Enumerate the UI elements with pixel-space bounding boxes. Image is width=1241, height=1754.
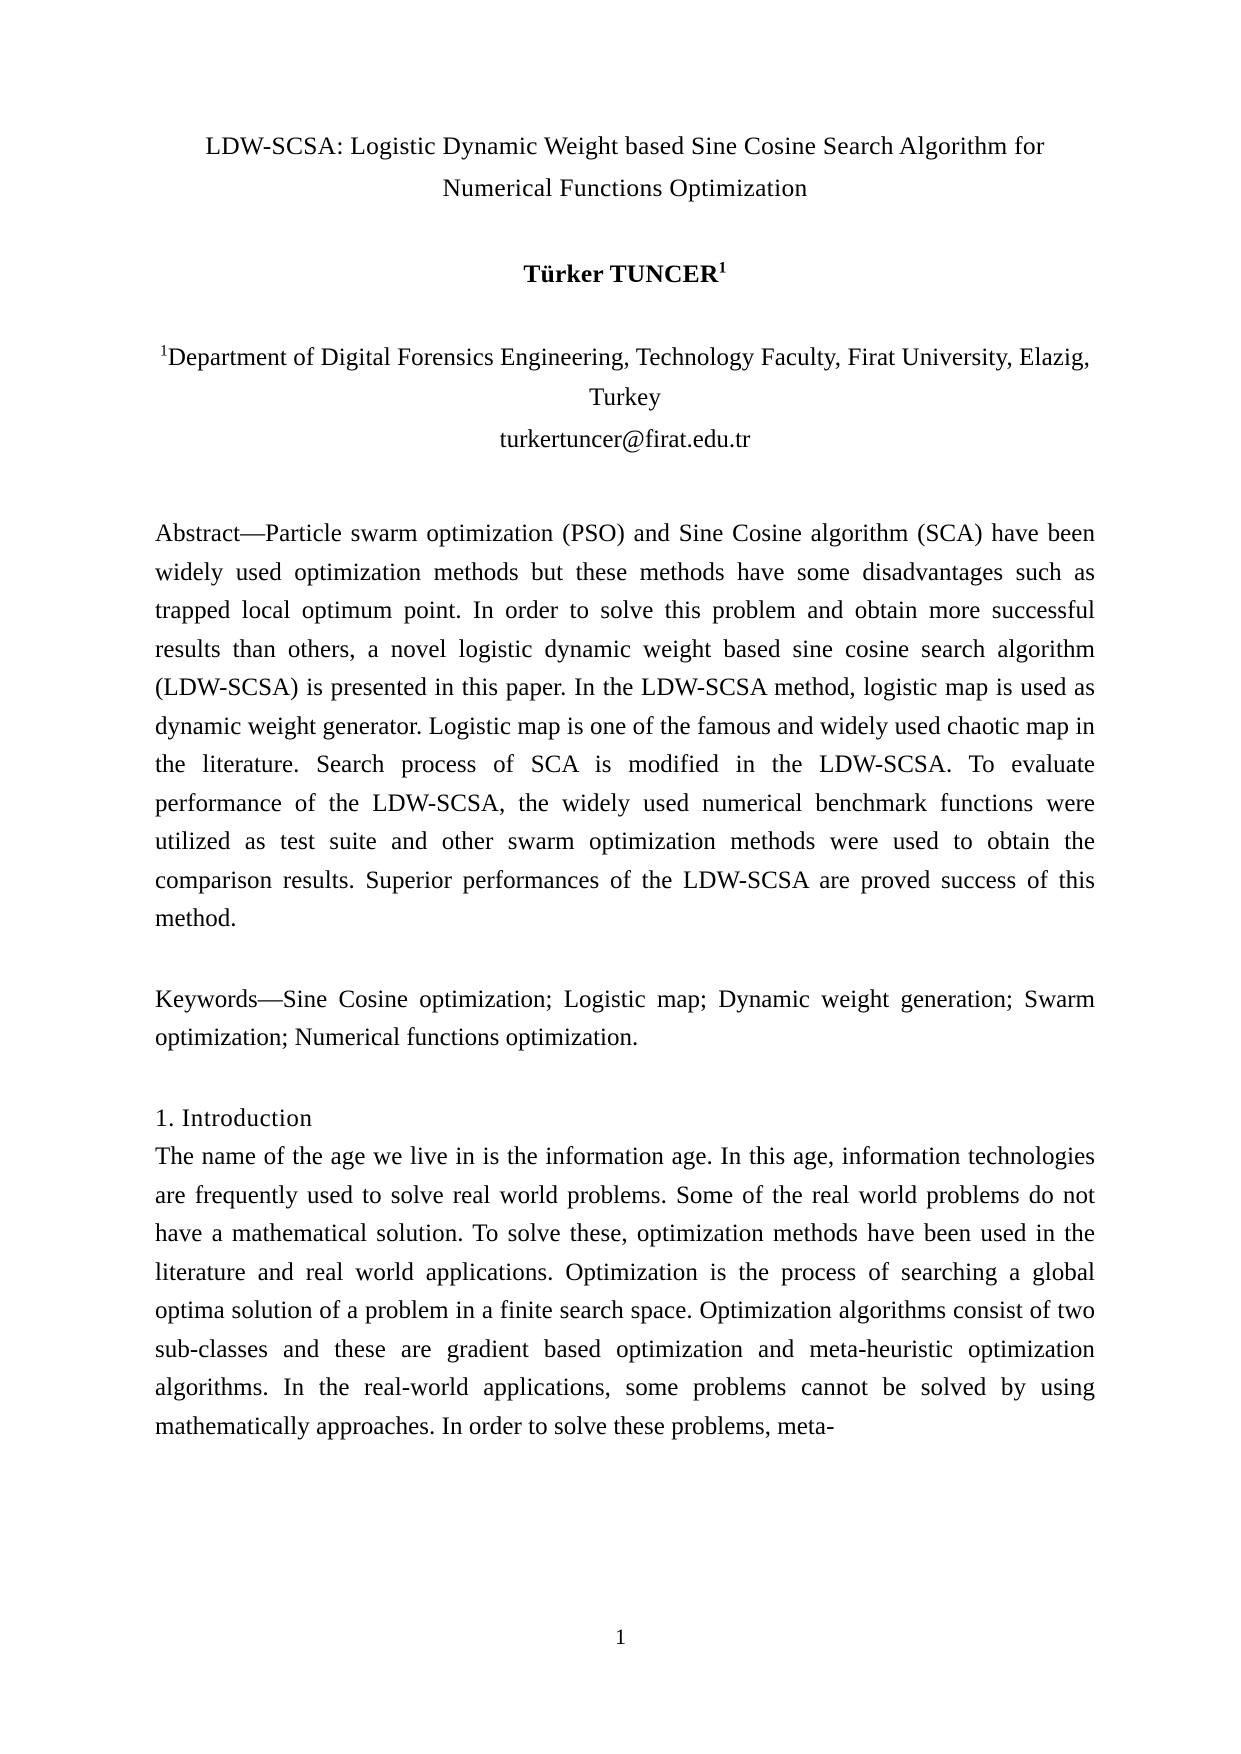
author-name (155, 257, 1095, 291)
affiliation-text: Department of Digital Forensics Engineering, Technology Faculty, Firat University, Elazig, Turkey (167, 344, 1090, 411)
author-name-text: Türker TUNCER (523, 259, 719, 288)
page-number: 1 (615, 1624, 626, 1649)
keywords-paragraph: Keywords—Sine Cosine optimization; Logistic map; Dynamic weight generation; Swarm optimization; Numerical functions optimization. (155, 985, 1095, 1051)
paper-title-line-2: Numerical Functions Optimization (442, 173, 808, 202)
page-content (155, 0, 1095, 1446)
paper-title-line-1: LDW-SCSA: Logistic Dynamic Weight based Sine Cosine Search Algorithm for (205, 131, 1045, 160)
paper-title (155, 125, 1095, 209)
affiliation-marker: 1 (160, 342, 168, 360)
author-email: turkertuncer@firat.edu.tr (499, 426, 751, 453)
author-affiliation (155, 338, 1095, 418)
section-body-introduction: The name of the age we live in is the information age. In this age, information technologies are frequently used to solve real world problems. Some of the real world problems do not have a mathematical solution. To solve these, optimization methods have been used in the literature and real world applications. Optimization is the process of searching a global optima solution of a problem in a finite search space. Optimization algorithms consist of two sub-classes and these are gradient based optimization and meta-heuristic optimization algorithms. In the real-world applications, some problems cannot be solved by using mathematically approaches. In order to solve these problems, meta- (155, 1143, 1095, 1440)
abstract-paragraph: Abstract—Particle swarm optimization (PSO) and Sine Cosine algorithm (SCA) have been widely used optimization methods but these methods have some disadvantages such as trapped local optimum point. In order to solve this problem and obtain more successful results than others, a novel logistic dynamic weight based sine cosine search algorithm (LDW-SCSA) is presented in this paper. In the LDW-SCSA method, logistic map is used as dynamic weight generator. Logistic map is one of the famous and widely used chaotic map in the literature. Search process of SCA is modified in the LDW-SCSA. To evaluate performance of the LDW-SCSA, the widely used numerical benchmark functions were utilized as test suite and other swarm optimization methods were used to obtain the comparison results. Superior performances of the LDW-SCSA are proved success of this method. (155, 520, 1095, 932)
section-heading-introduction: 1. Introduction (155, 1104, 313, 1132)
author-affiliation-marker: 1 (718, 259, 727, 277)
